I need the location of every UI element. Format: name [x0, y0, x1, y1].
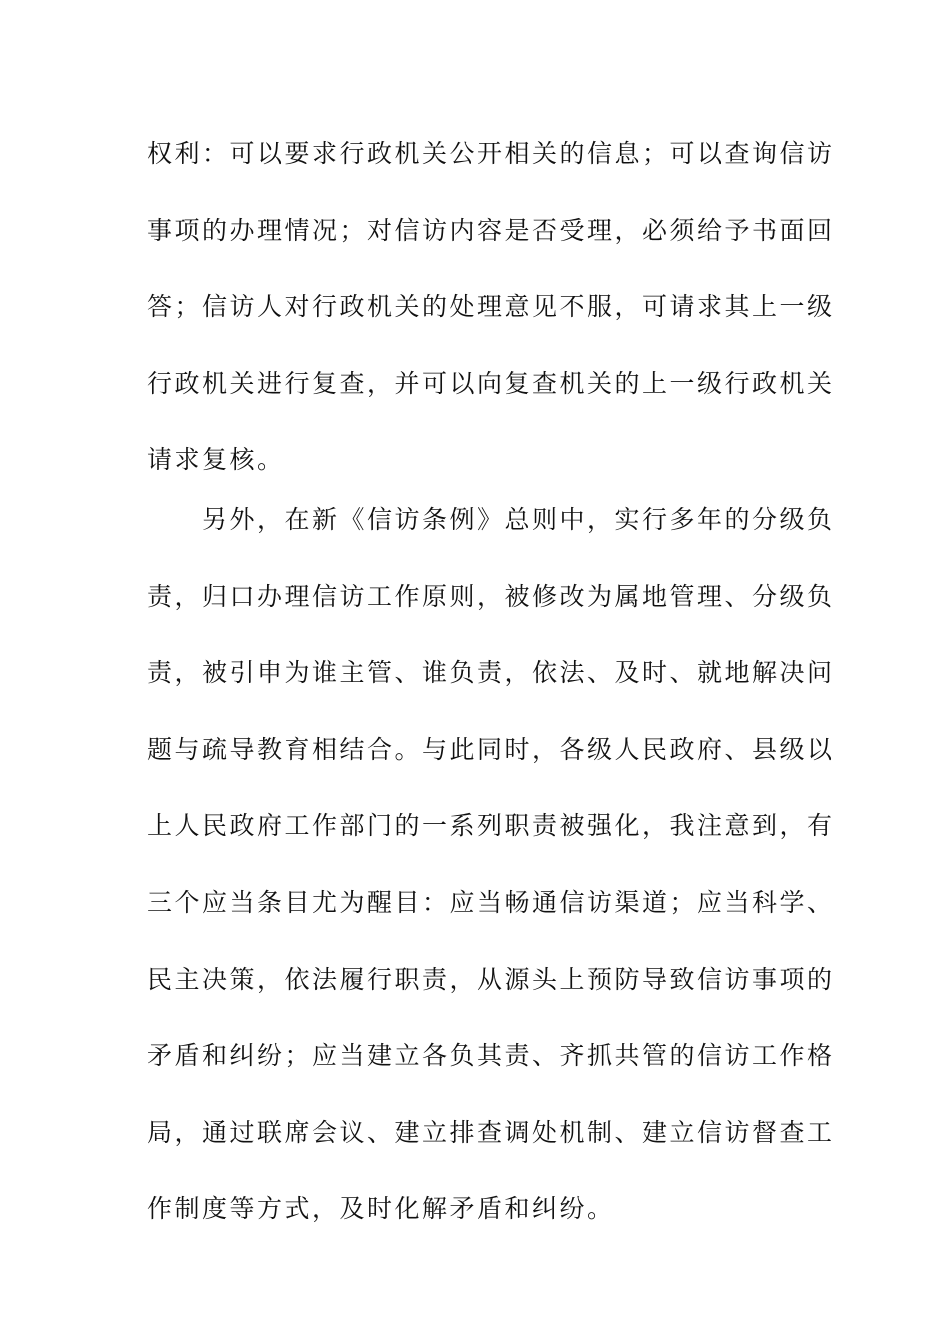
paragraph-1-line-5: 请求复核。 — [147, 445, 285, 475]
paragraph-2-line-7: 民主决策，依法履行职责，从源头上预防导致信访事项的 — [147, 964, 835, 994]
paragraph-2-line-4: 题与疏导教育相结合。与此同时，各级人民政府、县级以 — [147, 734, 835, 764]
paragraph-2-line-9: 局，通过联席会议、建立排查调处机制、建立信访督查工 — [147, 1117, 835, 1147]
paragraph-1-line-4: 行政机关进行复查，并可以向复查机关的上一级行政机关 — [147, 368, 835, 398]
paragraph-2-line-1: 另外，在新《信访条例》总则中，实行多年的分级负 — [202, 505, 835, 534]
paragraph-2-line-5: 上人民政府工作部门的一系列职责被强化，我注意到，有 — [147, 811, 835, 841]
paragraph-2 — [147, 505, 835, 1271]
paragraph-2-line-2: 责，归口办理信访工作原则，被修改为属地管理、分级负 — [147, 581, 835, 611]
paragraph-1 — [147, 139, 835, 522]
paragraph-1-line-3: 答；信访人对行政机关的处理意见不服，可请求其上一级 — [147, 292, 835, 322]
paragraph-1-line-2: 事项的办理情况；对信访内容是否受理，必须给予书面回 — [147, 215, 835, 245]
paragraph-2-line-6: 三个应当条目尤为醒目：应当畅通信访渠道；应当科学、 — [147, 887, 835, 917]
paragraph-2-line-10: 作制度等方式，及时化解矛盾和纠纷。 — [147, 1194, 615, 1224]
paragraph-1-line-1: 权利：可以要求行政机关公开相关的信息；可以查询信访 — [147, 139, 835, 168]
paragraph-2-line-8: 矛盾和纠纷；应当建立各负其责、齐抓共管的信访工作格 — [147, 1041, 835, 1071]
paragraph-2-line-3: 责，被引申为谁主管、谁负责，依法、及时、就地解决问 — [147, 658, 835, 688]
